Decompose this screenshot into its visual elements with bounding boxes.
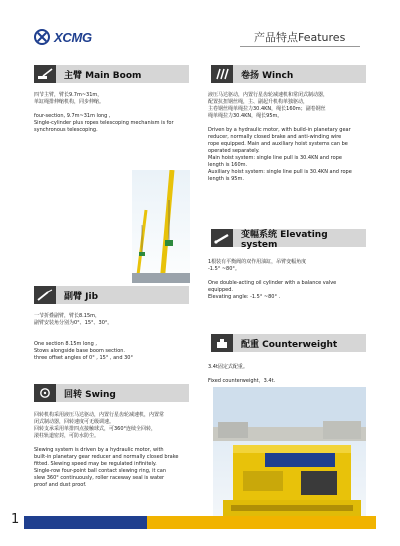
winch-en-line: length is 160m. xyxy=(208,162,248,168)
elevating-en-line: equipped. xyxy=(208,287,233,293)
swing-cn-line: 回转机构采用液压马达驱动，内置行星齿轮减速机，内置常 xyxy=(34,412,165,418)
crane-superstructure-photo xyxy=(213,387,366,522)
main-boom-en-line: synchronous telescoping. xyxy=(34,127,98,133)
elevating-en-line: Elevating angle: -1.5° ~80° . xyxy=(208,294,281,300)
winch-cn-line: 配置抗扭钢丝绳，主、副起升机构单独驱动， xyxy=(208,99,309,105)
jib-cn-line: 副臂安装角分别为0°、15°、30°。 xyxy=(34,320,113,326)
swing-header xyxy=(34,384,189,402)
page-number: 1 xyxy=(11,512,20,527)
winch-cn-line: 绳单绳拉力30.4KN，绳长95m。 xyxy=(208,113,283,119)
xcmg-logo xyxy=(34,29,92,45)
footer-color-bar xyxy=(24,516,376,529)
swing-en-line: built-in planetary gear reducer and normally closed brake xyxy=(34,454,179,460)
swing-cn-line: 滚柱轨道密封，可防水防尘。 xyxy=(34,433,100,439)
winch-en-line: Auxiliary hoist system: single line pull is 30.4KN and rope xyxy=(208,169,352,175)
main-boom-cn-line: 单缸绳排伸缩机构，同步伸缩。 xyxy=(34,99,105,105)
swing-text xyxy=(34,412,206,489)
main-boom-en-line: Single-cylinder plus ropes telescoping mechanism is for xyxy=(34,120,174,126)
elevating-header xyxy=(211,229,366,250)
jib-en-line: One section 8.15m long , xyxy=(34,341,97,347)
jib-icon xyxy=(34,286,56,304)
counterweight-cn-line: 3.4t固定式配重。 xyxy=(208,364,248,370)
jib-en-line: three offset angles of 0° , 15° , and 30° xyxy=(34,355,133,361)
jib-header xyxy=(34,286,189,304)
elevating-cylinder-icon xyxy=(211,229,233,247)
counterweight-text xyxy=(208,364,383,385)
winch-icon xyxy=(211,65,233,83)
winch-en-line: rope equipped. Main and auxiliary hoist systems can be xyxy=(208,141,348,147)
counterweight-title: 配重 Counterweight xyxy=(233,334,366,352)
elevating-cn-line: -1.5° ~80°。 xyxy=(208,266,240,272)
winch-header xyxy=(211,65,366,83)
winch-en-line: length is 95m. xyxy=(208,176,244,182)
xcmg-emblem-icon xyxy=(34,29,50,45)
elevating-text xyxy=(208,259,383,301)
swing-title: 回转 Swing xyxy=(56,384,189,402)
swing-en-line: Single-row four-point ball contact slewing ring, it can xyxy=(34,468,167,474)
main-boom-text xyxy=(34,92,204,134)
winch-text xyxy=(208,92,383,183)
swing-cn-line: 回转支承采用单排四点接触球式，可360°连续全回转， xyxy=(34,426,157,432)
swing-en-line: Slewing system is driven by a hydraulic motor, with xyxy=(34,447,164,453)
elevating-cn-line: 1根装有平衡阀的双作用油缸，吊臂变幅角度 xyxy=(208,259,307,265)
swing-en-line: fitted. Slewing speed may be regulated infinitely. xyxy=(34,461,157,467)
counterweight-icon xyxy=(211,334,233,352)
winch-en-line: reducer, normally closed brake and anti-winding wire xyxy=(208,134,342,140)
winch-en-line: operated separately. xyxy=(208,148,260,154)
elevating-title: 变幅系统 Elevating system xyxy=(233,229,366,247)
counterweight-en-line: Fixed counterweight，3.4t. xyxy=(208,378,276,384)
swing-icon xyxy=(34,384,56,402)
winch-cn-line: 主卷钢丝绳单绳拉力30.4KN，绳长160m；副卷钢丝 xyxy=(208,106,326,112)
jib-en-line: Stows alongside base boom section. xyxy=(34,348,126,354)
jib-cn-line: 一节折叠副臂，臂长8.15m， xyxy=(34,313,101,319)
crane-boom-icon xyxy=(34,65,56,83)
main-boom-en-line: four-section, 9.7m~31m long , xyxy=(34,113,111,119)
main-boom-cn-line: 四节主臂，臂长9.7m~31m， xyxy=(34,92,103,98)
counterweight-header xyxy=(211,334,366,352)
main-boom-header xyxy=(34,65,189,83)
brand-name: XCMG xyxy=(54,29,92,45)
winch-title: 卷扬 Winch xyxy=(233,65,366,83)
crane-boom-photo xyxy=(132,170,190,283)
main-boom-title: 主臂 Main Boom xyxy=(56,65,189,83)
features-title: 产品特点Features xyxy=(254,31,346,44)
jib-title: 副臂 Jib xyxy=(56,286,189,304)
title-divider xyxy=(240,46,360,47)
winch-en-line: Driven by a hydraulic motor, with build-in planetary gear xyxy=(208,127,351,133)
winch-cn-line: 液压马达驱动，内置行星齿轮减速机和常闭式制动器， xyxy=(208,92,329,98)
jib-text xyxy=(34,313,204,362)
swing-en-line: proof and dust proof. xyxy=(34,482,87,488)
elevating-en-line: One double-acting oil cylinder with a balance valve xyxy=(208,280,337,286)
winch-en-line: Main hoist system: single line pull is 30.4KN and rope xyxy=(208,155,342,161)
swing-cn-line: 闭式制动器，回转速度可无级调速。 xyxy=(34,419,115,425)
swing-en-line: slew 360° continuously, roller raceway seal is water xyxy=(34,475,165,481)
